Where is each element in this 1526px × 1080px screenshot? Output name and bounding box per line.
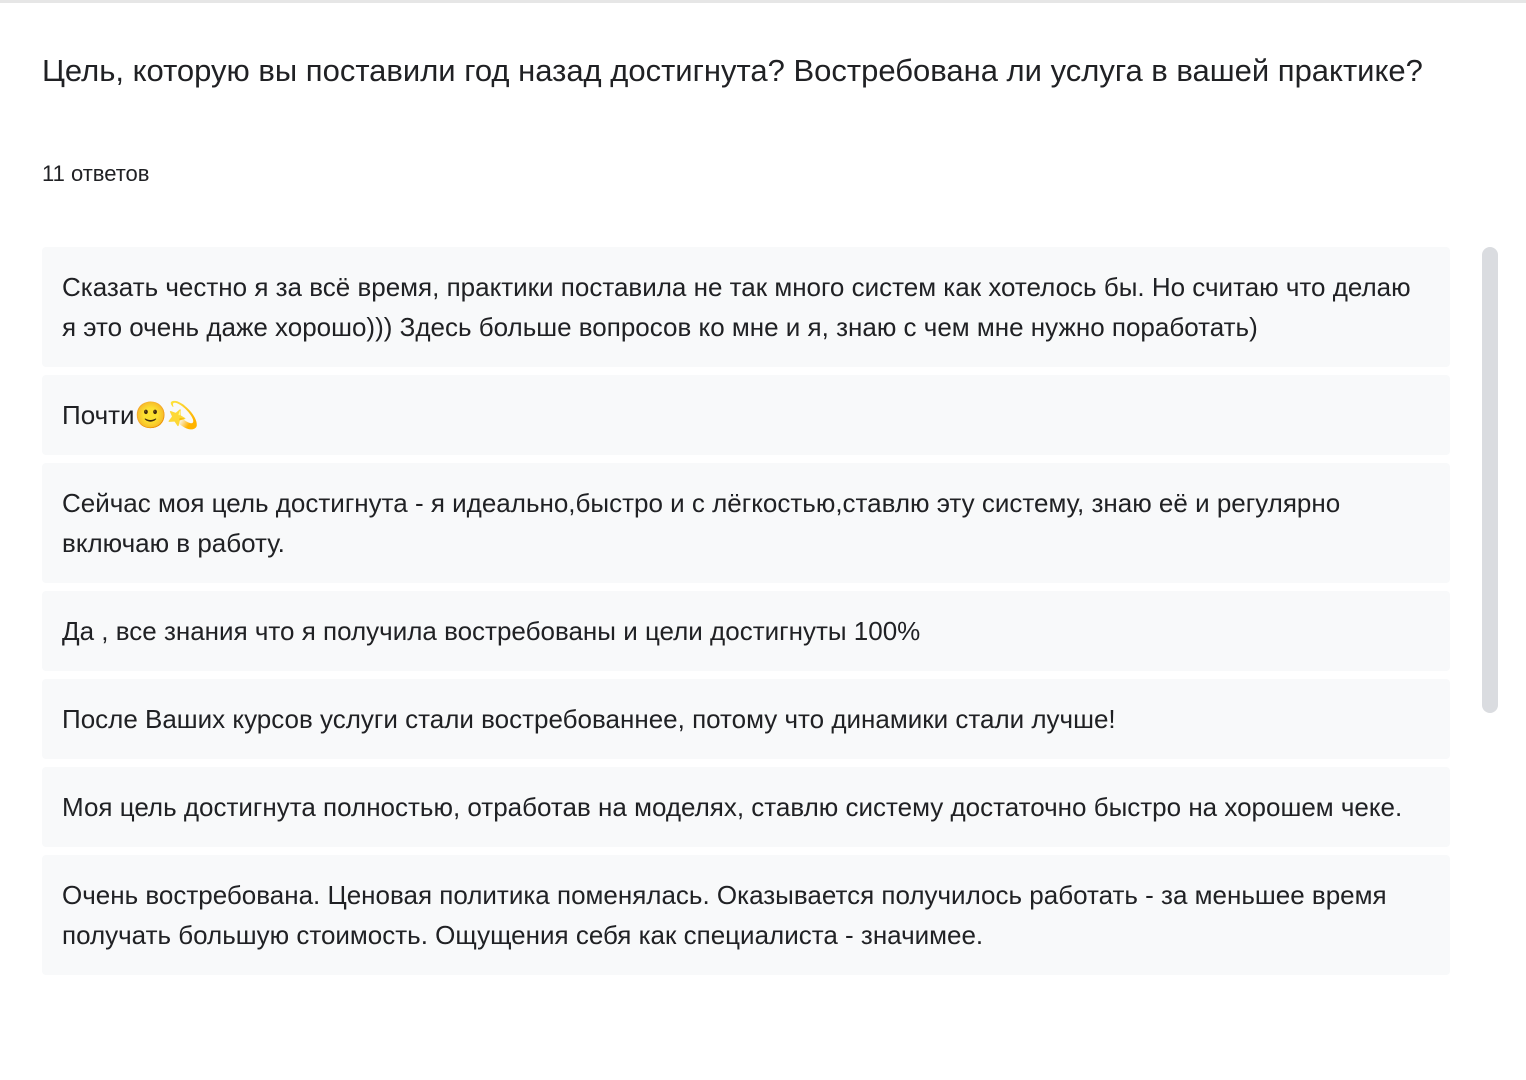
response-item: Очень востребована. Ценовая политика поменялась. Оказывается получилось работать - за меньшее время получать большую стоимость. Ощущения себя как специалиста - значимее. — [42, 855, 1450, 975]
response-item: Сказать честно я за всё время, практики поставила не так много систем как хотелось бы. Но считаю что делаю я это очень даже хорошо))) Здесь больше вопросов ко мне и я, знаю с чем мне нужно поработать) — [42, 247, 1450, 367]
response-item: Моя цель достигнута полностью, отработав на моделях, ставлю систему достаточно быстро на хорошем чеке. — [42, 767, 1450, 847]
responses-list — [42, 247, 1450, 975]
question-title: Цель, которую вы поставили год назад достигнута? Востребована ли услуга в вашей практике? — [42, 53, 1423, 88]
response-item: После Ваших курсов услуги стали востребованнее, потому что динамики стали лучше! — [42, 679, 1450, 759]
response-item: Почти🙂💫 — [42, 375, 1450, 455]
response-count: 11 ответов — [42, 161, 150, 186]
responses-list-viewport[interactable] — [42, 247, 1450, 1037]
response-item: Да , все знания что я получила востребованы и цели достигнуты 100% — [42, 591, 1450, 671]
response-item: Сейчас моя цель достигнута - я идеально,быстро и с лёгкостью,ставлю эту систему, знаю её и регулярно включаю в работу. — [42, 463, 1450, 583]
responses-scrollbar-thumb[interactable] — [1482, 247, 1498, 713]
